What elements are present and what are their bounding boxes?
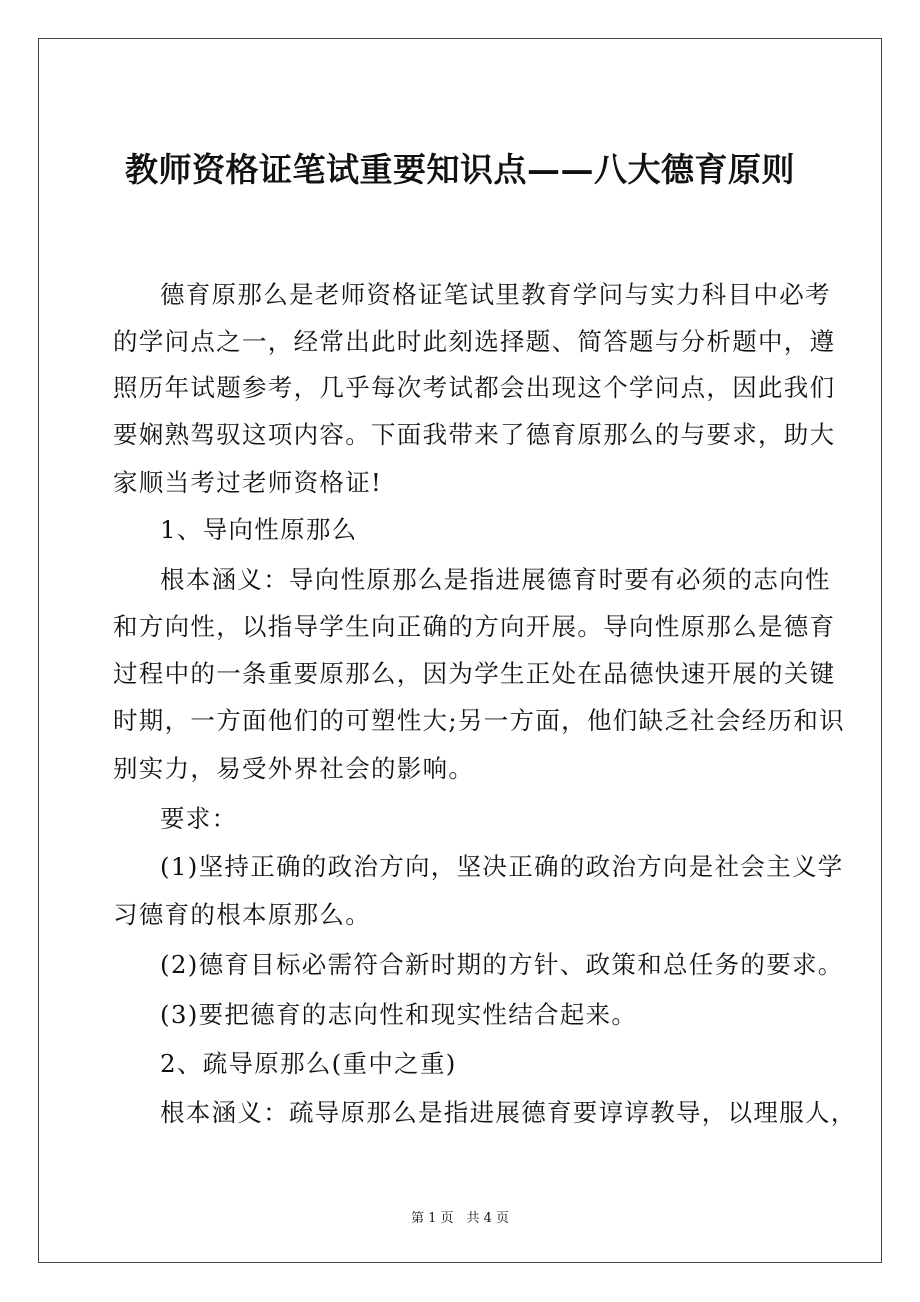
text-line: 别实力，易受外界社会的影响。 [113, 754, 475, 783]
text-line: 家顺当考过老师资格证! [113, 468, 383, 497]
text-line: 照历年试题参考，几乎每次考试都会出现这个学问点，因此我们 [113, 373, 836, 402]
text-line: (1)坚持正确的政治方向，坚决正确的政治方向是社会主义学 [160, 852, 844, 881]
text-line: 根本涵义：导向性原那么是指进展德育时要有必须的志向性 [160, 565, 831, 594]
text-line: 德育原那么是老师资格证笔试里教育学问与实力科目中必考 [160, 280, 831, 309]
document-title: 教师资格证笔试重要知识点——八大德育原则 [125, 150, 795, 189]
text-line: 根本涵义：疏导原那么是指进展德育要谆谆教导，以理服人， [160, 1098, 857, 1127]
text-line: (3)要把德育的志向性和现实性结合起来。 [160, 1000, 638, 1029]
text-line: 和方向性，以指导学生向正确的方向开展。导向性原那么是德育 [113, 612, 836, 641]
text-line: 的学问点之一，经常出此时此刻选择题、简答题与分析题中，遵 [113, 327, 836, 356]
text-line: 要求： [160, 804, 238, 833]
text-line: 要娴熟驾驭这项内容。下面我带来了德育原那么的与要求，助大 [113, 420, 836, 449]
text-line: (2)德育目标必需符合新时期的方针、政策和总任务的要求。 [160, 950, 844, 979]
text-line: 2、疏导原那么(重中之重) [160, 1049, 457, 1078]
page-footer: 第 1 页 共 4 页 [410, 1211, 510, 1226]
text-line: 时期，一方面他们的可塑性大;另一方面，他们缺乏社会经历和识 [113, 706, 845, 735]
text-line: 习德育的根本原那么。 [113, 900, 371, 929]
text-line: 1、导向性原那么 [160, 515, 358, 544]
text-line: 过程中的一条重要原那么，因为学生正处在品德快速开展的关键 [113, 659, 836, 688]
